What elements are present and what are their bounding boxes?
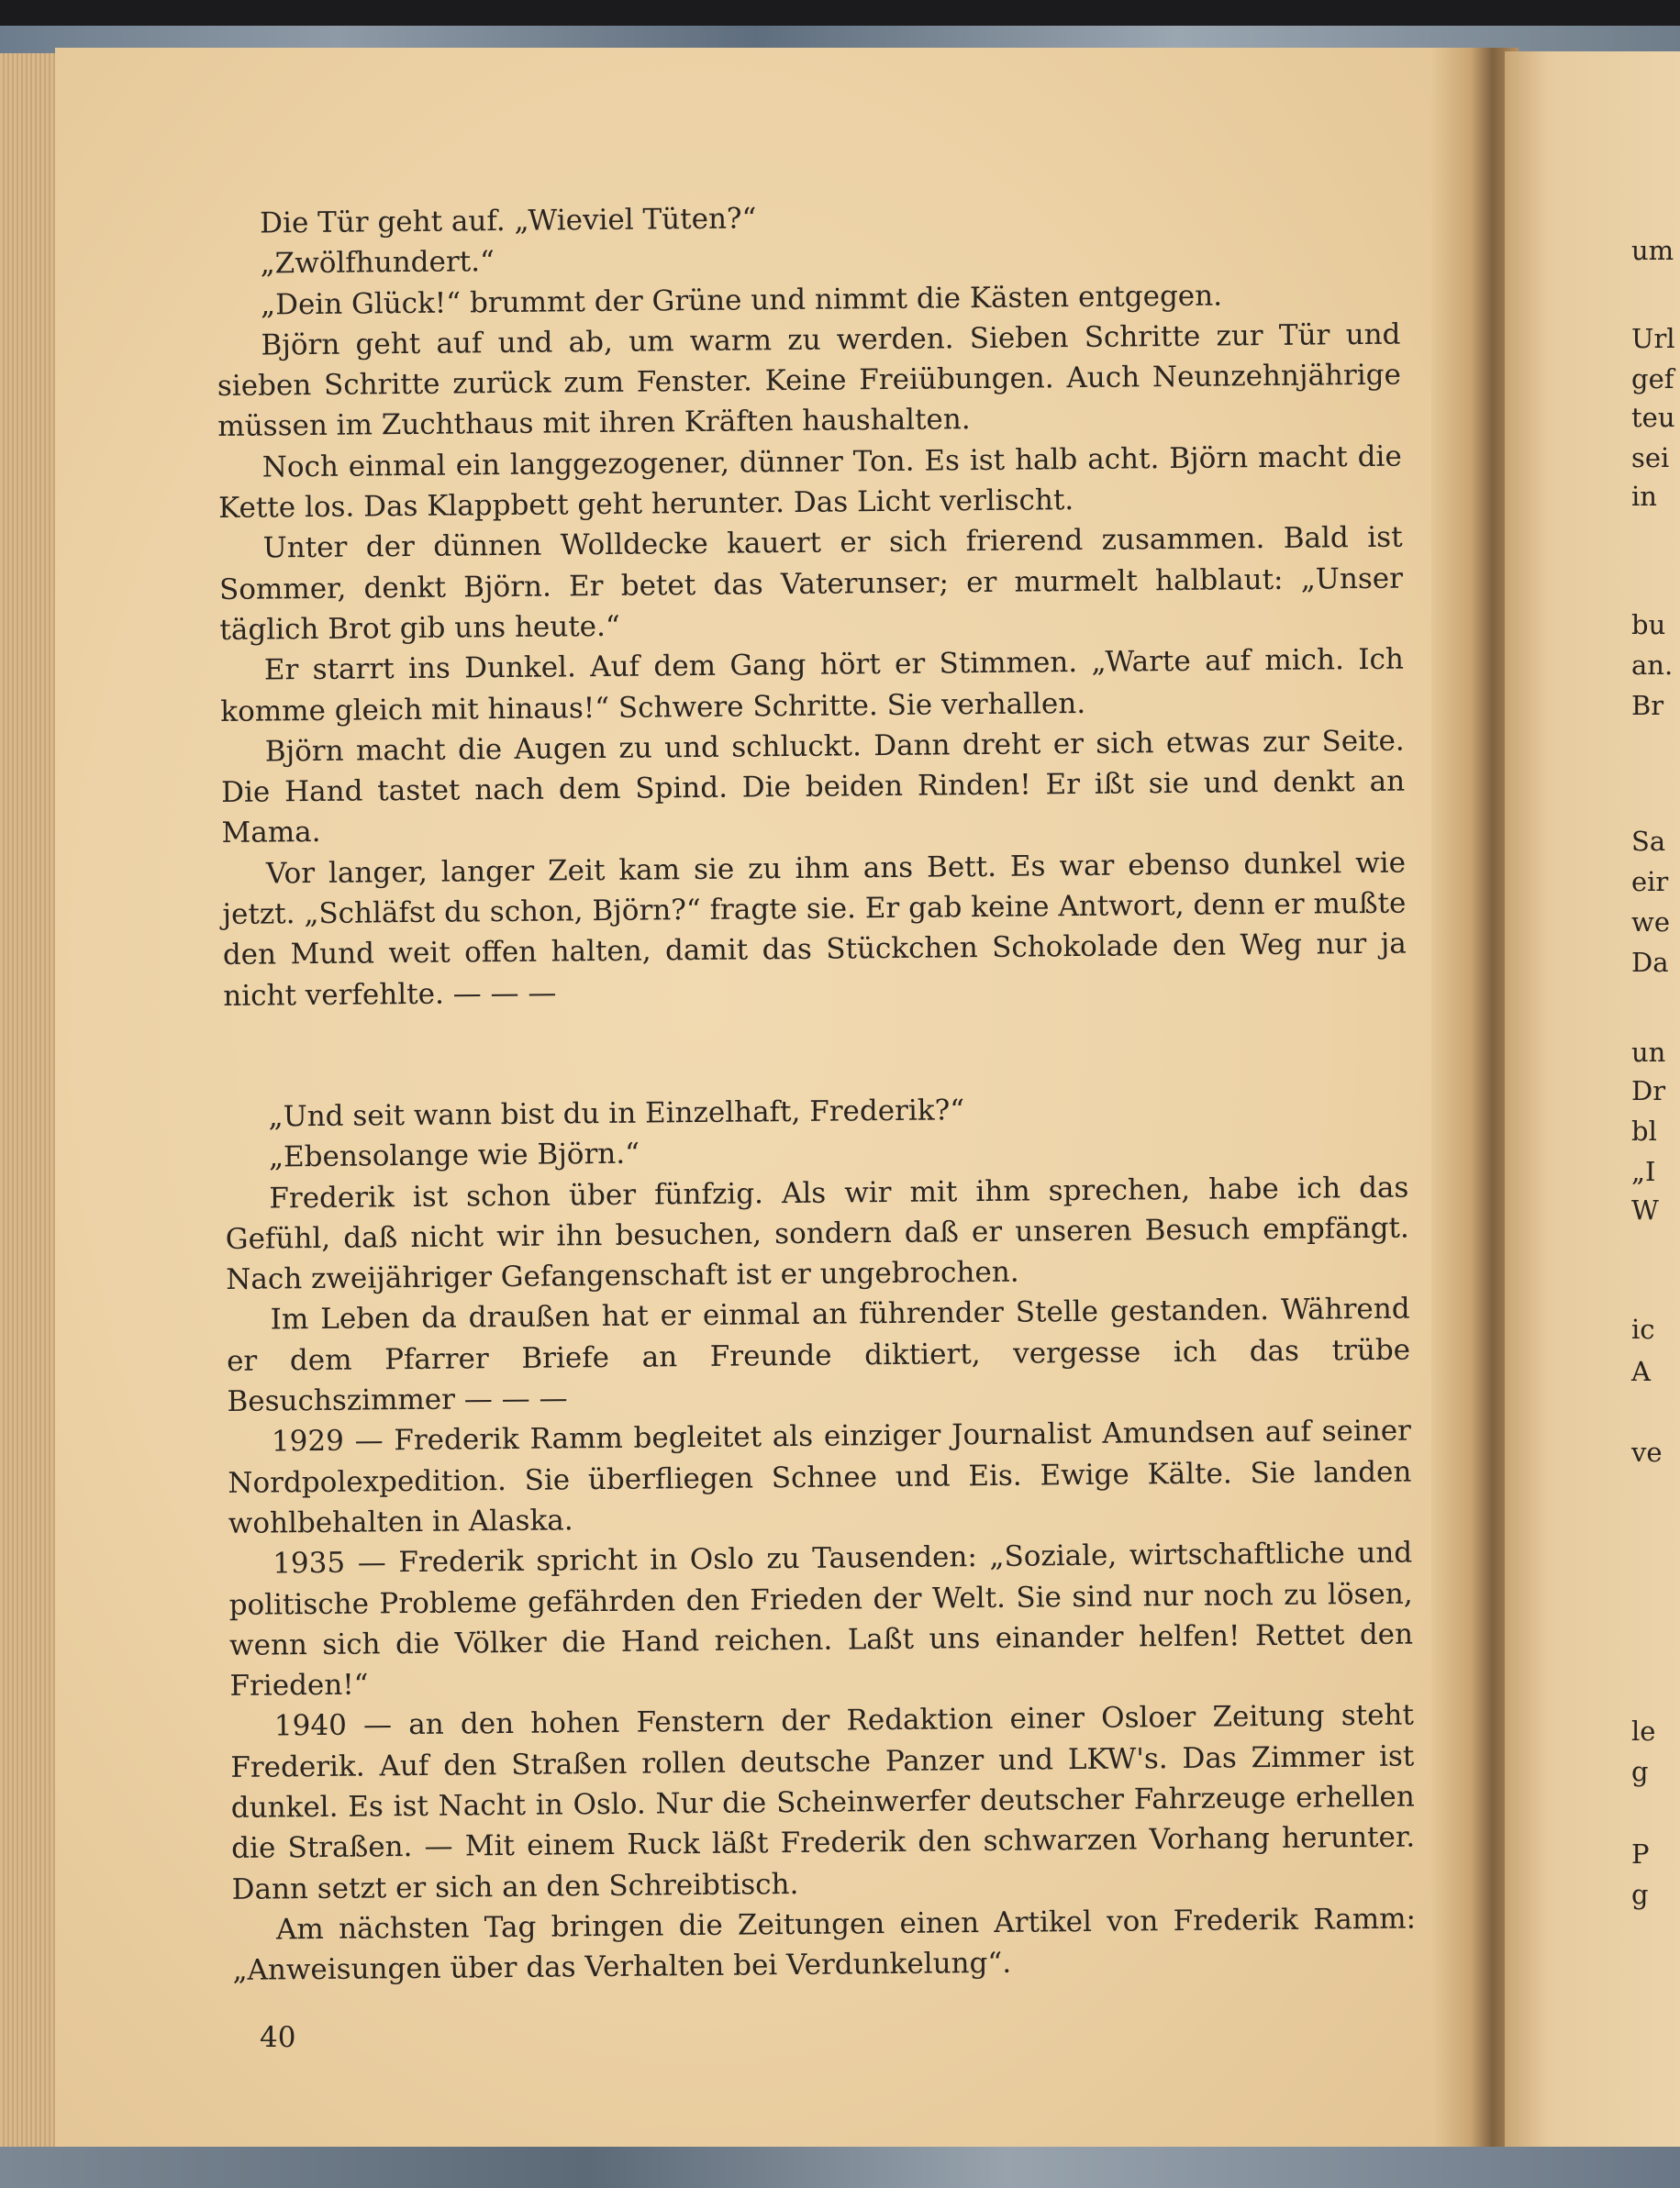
right-page-fragment: un xyxy=(1631,1037,1666,1068)
paragraph: Am nächsten Tag bringen die Zeitungen einen Artikel von Frederik Ramm: „Anweisungen über das Verhalten bei Verdunkelung“. xyxy=(232,1902,1417,1988)
left-page-text xyxy=(216,193,1417,1992)
paragraph: Vor langer, langer Zeit kam sie zu ihm ans Bett. Es war ebenso dunkel wie jetzt. „Schläfst du schon, Björn?“ fragte sie. Er gab keine Antwort, denn er mußte den Mund weit offen halten, damit das Stückchen Schokolade den Weg nur ja nicht verfehlte. — — — xyxy=(222,846,1407,1013)
right-page-fragment: P xyxy=(1631,1838,1650,1870)
right-page-fragment: in xyxy=(1631,481,1657,512)
right-page-fragment: „I xyxy=(1631,1156,1656,1187)
page-number: 40 xyxy=(260,2021,296,2054)
paragraph: 1940 — an den hohen Fenstern der Redaktion einer Osloer Zeitung steht Frederik. Auf den Straßen rollen deutsche Panzer und LKW's. Das Zimmer ist dunkel. Es ist Nacht in Oslo. Nur die Scheinwerfer deutscher Fahrzeuge erhellen die Straßen. — Mit einem Ruck läßt Frederik den schwarzen Vorhang herunter. Dann setzt er sich an den Schreibtisch. xyxy=(230,1698,1416,1906)
right-page-fragment: Sa xyxy=(1631,826,1666,857)
paragraph: Die Tür geht auf. „Wieviel Tüten?“ xyxy=(260,202,757,240)
right-page-fragment: A xyxy=(1631,1356,1651,1387)
paragraph: 1929 — Frederik Ramm begleitet als einziger Journalist Amundsen auf seiner Nordpolexpedition. Sie überfliegen Schnee und Eis. Ewige Kälte. Sie landen wohlbehalten in Alaska. xyxy=(228,1414,1412,1540)
paragraph: Björn geht auf und ab, um warm zu werden. Sieben Schritte zur Tür und sieben Schritte zurück zum Fenster. Keine Freiübungen. Auch Neunzehnjährige müssen im Zuchthaus mit ihren Kräften haushalten. xyxy=(217,317,1402,444)
right-page-fragment: um xyxy=(1631,235,1674,266)
right-page-fragment: sei xyxy=(1631,442,1670,473)
right-page-fragment: an. xyxy=(1631,650,1674,681)
right-page-fragment: Dr xyxy=(1631,1075,1666,1106)
right-page-fragment: ve xyxy=(1631,1437,1663,1468)
right-page-fragment: bl xyxy=(1631,1116,1657,1147)
right-page-fragment: g xyxy=(1631,1879,1649,1910)
paragraph: Im Leben da draußen hat er einmal an führender Stelle gestanden. Während er dem Pfarrer Briefe an Freunde diktiert, vergesse ich das trübe Besuchszimmer — — — xyxy=(226,1292,1411,1418)
paragraph: „Und seit wann bist du in Einzelhaft, Frederik?“ xyxy=(268,1094,965,1134)
right-page-fragment: Url xyxy=(1631,323,1675,354)
paragraph: Björn macht die Augen zu und schluckt. Dann dreht er sich etwas zur Seite. Die Hand tastet nach dem Spind. Die beiden Rinden! Er ißt sie und denkt an Mama. xyxy=(220,724,1406,850)
right-page-fragment: gef xyxy=(1631,363,1674,394)
right-page-fragment: g xyxy=(1631,1756,1649,1787)
right-page-fragment: ic xyxy=(1631,1314,1655,1345)
paragraph: Er starrt ins Dunkel. Auf dem Gang hört er Stimmen. „Warte auf mich. Ich komme gleich mit hinaus!“ Schwere Schritte. Sie verhallen. xyxy=(220,642,1405,728)
right-page-fragment: bu xyxy=(1631,609,1666,640)
paragraph: 1935 — Frederik spricht in Oslo zu Tausenden: „Soziale, wirtschaftliche und politische Probleme gefährden den Frieden der Welt. Sie sind nur noch zu lösen, wenn sich die Völker die Hand reichen. Laßt uns einander helfen! Rettet den Frieden!“ xyxy=(228,1536,1414,1704)
paragraph: „Ebensolange wie Björn.“ xyxy=(268,1137,640,1174)
book-cover-bottom-edge xyxy=(0,2147,1680,2188)
paragraph: Unter der dünnen Wolldecke kauert er sich frierend zusammen. Bald ist Sommer, denkt Björn. Er betet das Vaterunser; er murmelt halblaut: „Unser täglich Brot gib uns heute.“ xyxy=(218,520,1404,647)
right-page-fragment: teu xyxy=(1631,402,1675,433)
right-page-fragment: we xyxy=(1631,906,1670,938)
paragraph: „Zwölfhundert.“ xyxy=(260,245,495,281)
paragraph: Noch einmal ein langgezogener, dünner Ton. Es ist halb acht. Björn macht die Kette los. Das Klappbett geht herunter. Das Licht verlischt. xyxy=(218,439,1402,526)
section-break xyxy=(224,1005,1408,1097)
paragraph: „Dein Glück!“ brummt der Grüne und nimmt die Kästen entgegen. xyxy=(260,279,1223,322)
right-page-fragment: W xyxy=(1631,1194,1659,1226)
right-page-fragment: le xyxy=(1631,1716,1656,1747)
right-page-fragment: eir xyxy=(1631,866,1669,897)
right-page-fragment: Br xyxy=(1631,690,1664,721)
paragraph: Frederik ist schon über fünfzig. Als wir mit ihm sprechen, habe ich das Gefühl, daß nicht wir ihn besuchen, sondern daß er unseren Besuch empfängt. Nach zweijähriger Gefangenschaft ist er ungebrochen. xyxy=(225,1171,1409,1297)
right-page-fragment: Da xyxy=(1631,947,1669,978)
